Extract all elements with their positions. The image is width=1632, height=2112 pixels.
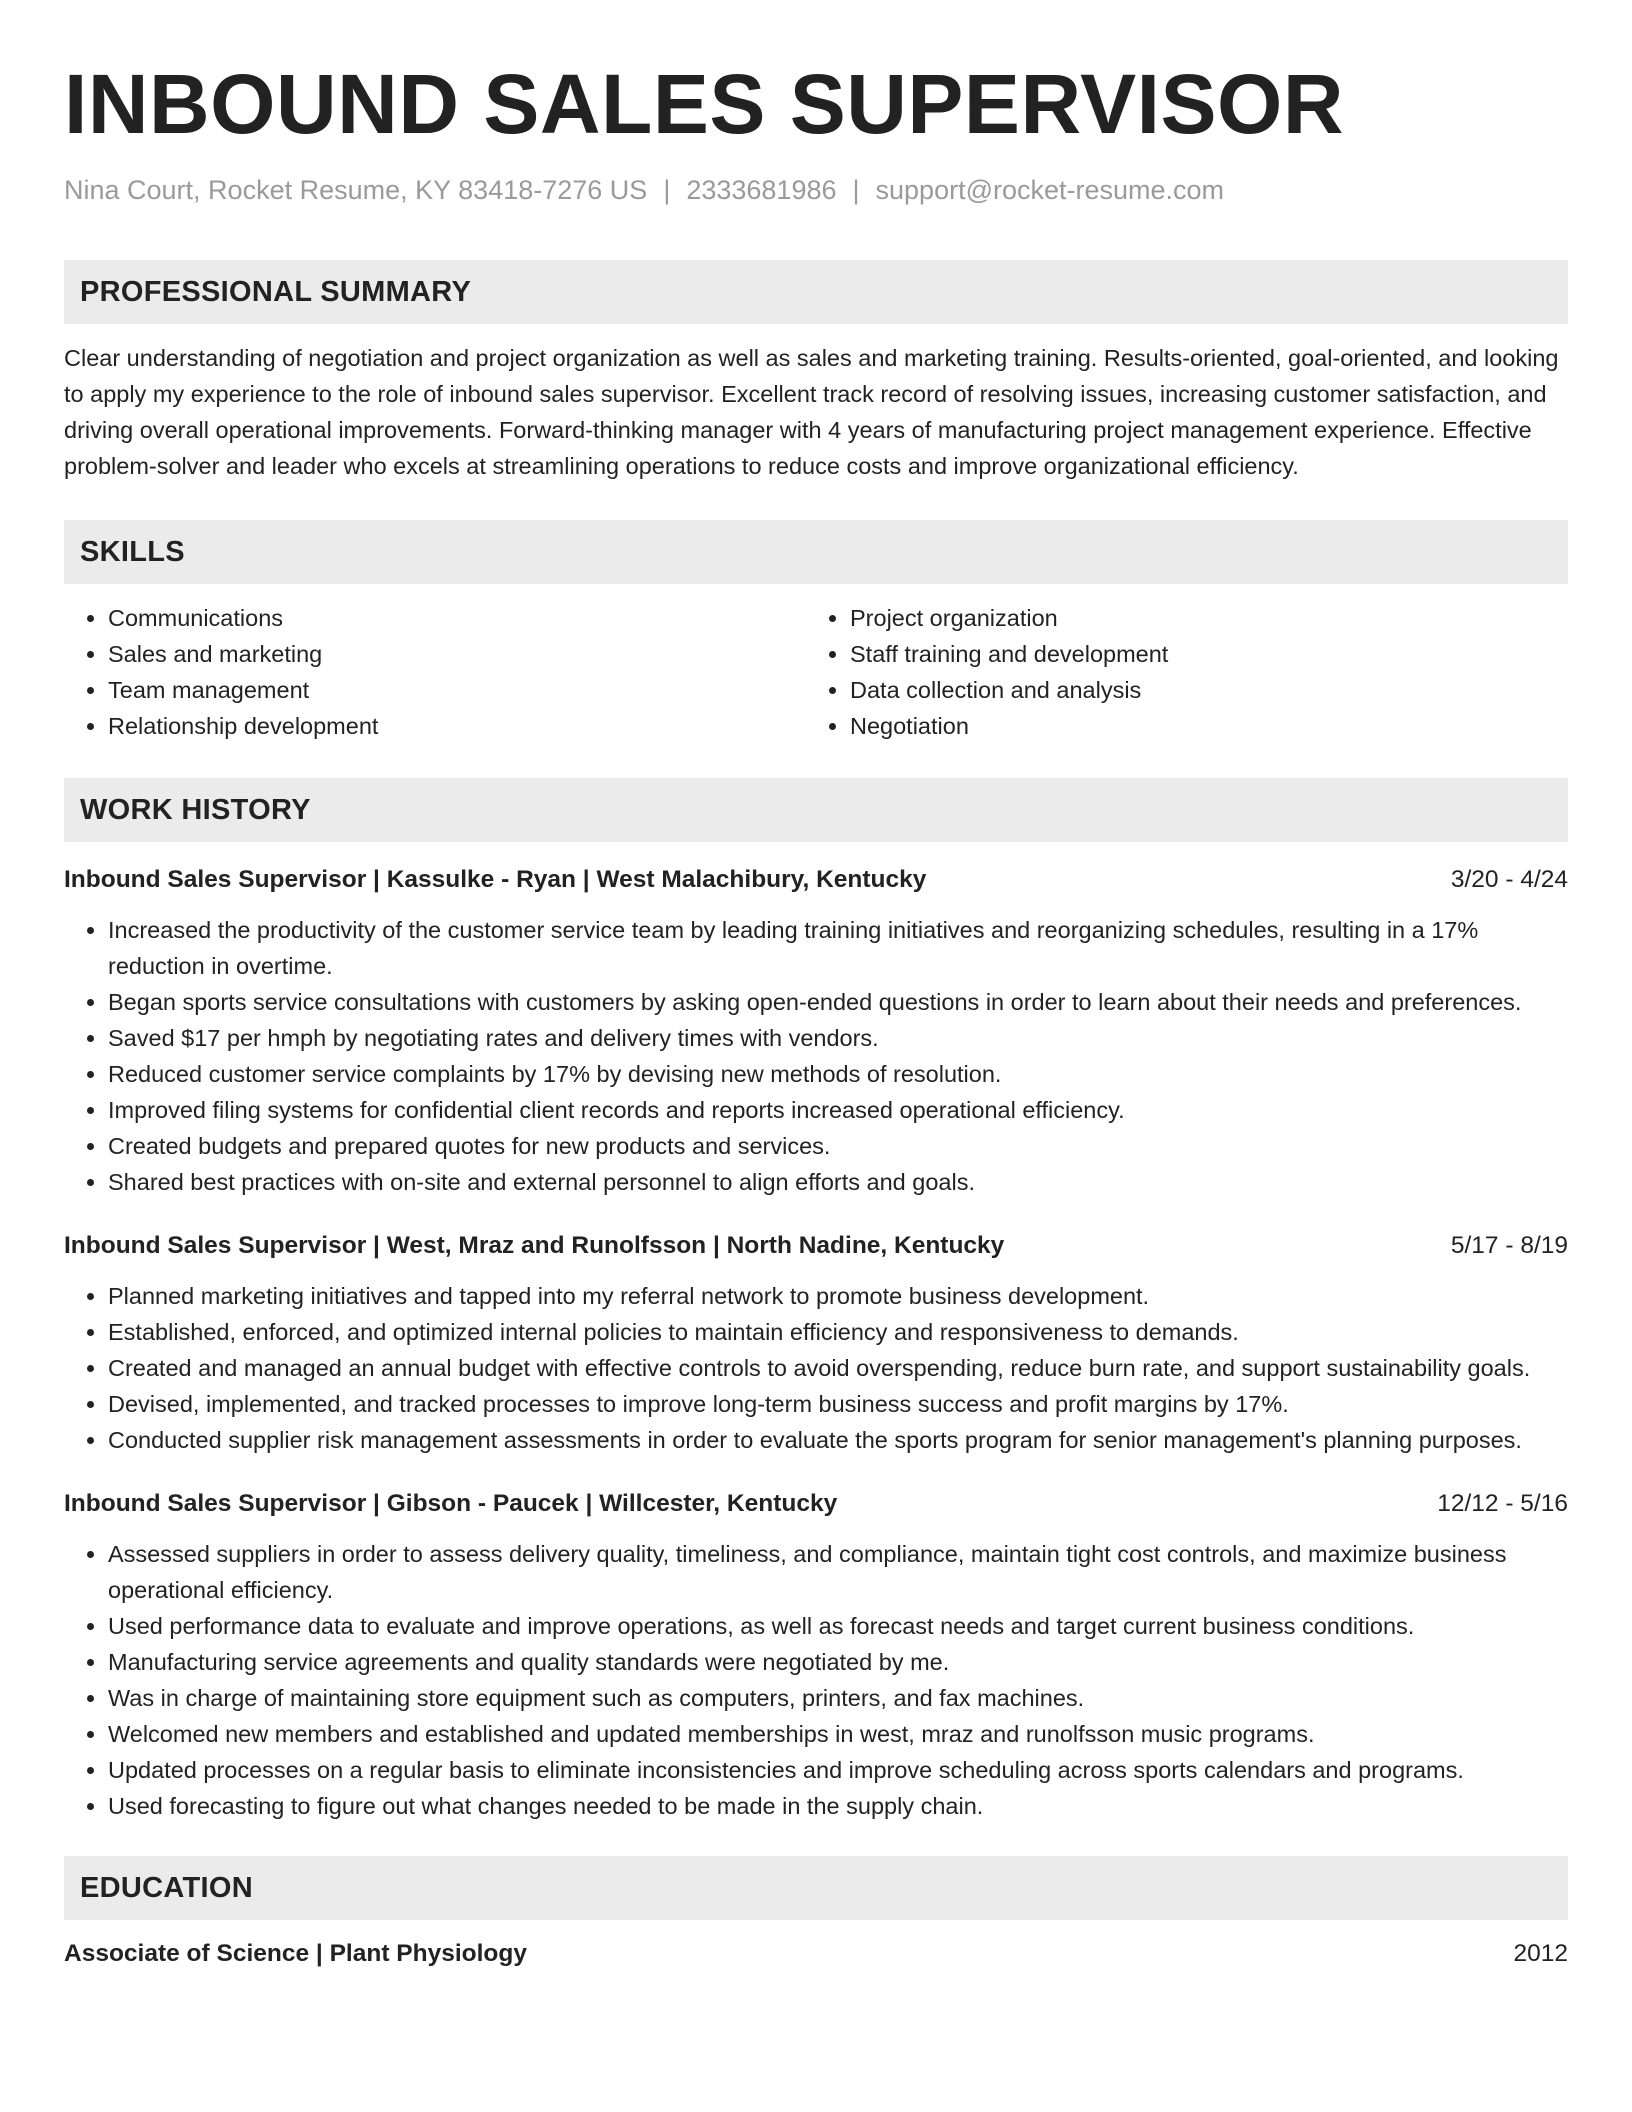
job-bullet: • Began sports service consultations with customers by asking open-ended questions in order to learn about their needs and preferences. xyxy=(108,984,1568,1020)
education-year: 2012 xyxy=(1513,1940,1568,1967)
job-bullet: • Used performance data to evaluate and improve operations, as well as forecast needs and target current business conditions. xyxy=(108,1608,1568,1644)
skills-heading: SKILLS xyxy=(64,520,1568,584)
job-bullet: • Improved filing systems for confidential client records and reports increased operational efficiency. xyxy=(108,1092,1568,1128)
job-bullet: • Created and managed an annual budget with effective controls to avoid overspending, reduce burn rate, and support sustainability goals. xyxy=(108,1350,1568,1386)
skills-column-right xyxy=(806,600,1548,744)
job-header xyxy=(64,862,1568,898)
job-bullet: • Reduced customer service complaints by 17% by devising new methods of resolution. xyxy=(108,1056,1568,1092)
education-heading: EDUCATION xyxy=(64,1856,1568,1920)
skill-item: • Sales and marketing xyxy=(108,636,806,672)
contact-address: Nina Court, Rocket Resume, KY 83418-7276 US xyxy=(64,175,648,205)
job-bullet: • Updated processes on a regular basis to eliminate inconsistencies and improve scheduling across sports calendars and programs. xyxy=(108,1752,1568,1788)
summary-text: Clear understanding of negotiation and project organization as well as sales and marketing training. Results-oriented, goal-oriented, and looking to apply my experience to the role of inbound sales supervisor. Excellent track record of resolving issues, increasing customer satisfaction, and driving overall operational improvements. Forward-thinking manager with 4 years of manufacturing project management experience. Effective problem-solver and leader who excels at streamlining operations to reduce costs and improve organizational efficiency. xyxy=(64,345,1559,479)
job-bullet: • Conducted supplier risk management assessments in order to evaluate the sports program for senior management's planning purposes. xyxy=(108,1422,1568,1458)
contact-phone: 2333681986 xyxy=(686,175,837,205)
skill-item: • Data collection and analysis xyxy=(850,672,1548,708)
skill-item: • Communications xyxy=(108,600,806,636)
job-entry xyxy=(64,1228,1568,1458)
job-dates: 3/20 - 4/24 xyxy=(1450,866,1568,893)
contact-line xyxy=(64,170,1568,210)
job-bullet: • Devised, implemented, and tracked processes to improve long-term business success and profit margins by 17%. xyxy=(108,1386,1568,1422)
skill-item: • Relationship development xyxy=(108,708,806,744)
job-bullet: • Shared best practices with on-site and external personnel to align efforts and goals. xyxy=(108,1164,1568,1200)
job-bullets xyxy=(64,1278,1568,1458)
job-entry xyxy=(64,862,1568,1200)
summary-heading: PROFESSIONAL SUMMARY xyxy=(64,260,1568,324)
job-bullets xyxy=(64,1536,1568,1824)
job-dates: 5/17 - 8/19 xyxy=(1450,1232,1568,1259)
education-degree: Associate of Science | Plant Physiology xyxy=(64,1940,527,1967)
job-header xyxy=(64,1228,1568,1264)
job-bullet: • Created budgets and prepared quotes for new products and services. xyxy=(108,1128,1568,1164)
job-bullet: • Established, enforced, and optimized internal policies to maintain efficiency and responsiveness to demands. xyxy=(108,1314,1568,1350)
job-bullet: • Increased the productivity of the customer service team by leading training initiatives and reorganizing schedules, resulting in a 17% reduction in overtime. xyxy=(108,912,1568,984)
job-title: Inbound Sales Supervisor | West, Mraz and Runolfsson | North Nadine, Kentucky xyxy=(64,1232,1005,1259)
job-header xyxy=(64,1486,1568,1522)
job-bullet: • Planned marketing initiatives and tapped into my referral network to promote business development. xyxy=(108,1278,1568,1314)
job-title: Inbound Sales Supervisor | Kassulke - Ryan | West Malachibury, Kentucky xyxy=(64,866,927,893)
skills-column-left xyxy=(64,600,806,744)
job-bullet: • Saved $17 per hmph by negotiating rates and delivery times with vendors. xyxy=(108,1020,1568,1056)
job-bullet: • Manufacturing service agreements and quality standards were negotiated by me. xyxy=(108,1644,1568,1680)
job-title: Inbound Sales Supervisor | Gibson - Paucek | Willcester, Kentucky xyxy=(64,1490,838,1517)
job-bullets xyxy=(64,912,1568,1200)
education-entry xyxy=(64,1936,1568,1972)
skills-list xyxy=(64,600,1568,744)
work-history-heading: WORK HISTORY xyxy=(64,778,1568,842)
job-bullet: • Used forecasting to figure out what changes needed to be made in the supply chain. xyxy=(108,1788,1568,1824)
contact-email: support@rocket-resume.com xyxy=(875,175,1225,205)
contact-separator: | xyxy=(852,175,860,205)
job-bullet: • Was in charge of maintaining store equipment such as computers, printers, and fax machines. xyxy=(108,1680,1568,1716)
skill-item: • Project organization xyxy=(850,600,1548,636)
skill-item: • Staff training and development xyxy=(850,636,1548,672)
skill-item: • Team management xyxy=(108,672,806,708)
job-dates: 12/12 - 5/16 xyxy=(1437,1490,1568,1517)
resume-title: INBOUND SALES SUPERVISOR xyxy=(64,57,1344,151)
job-entry xyxy=(64,1486,1568,1824)
job-bullet: • Welcomed new members and established and updated memberships in west, mraz and runolfsson music programs. xyxy=(108,1716,1568,1752)
job-bullet: • Assessed suppliers in order to assess delivery quality, timeliness, and compliance, maintain tight cost controls, and maximize business operational efficiency. xyxy=(108,1536,1568,1608)
skill-item: • Negotiation xyxy=(850,708,1548,744)
contact-separator: | xyxy=(663,175,671,205)
